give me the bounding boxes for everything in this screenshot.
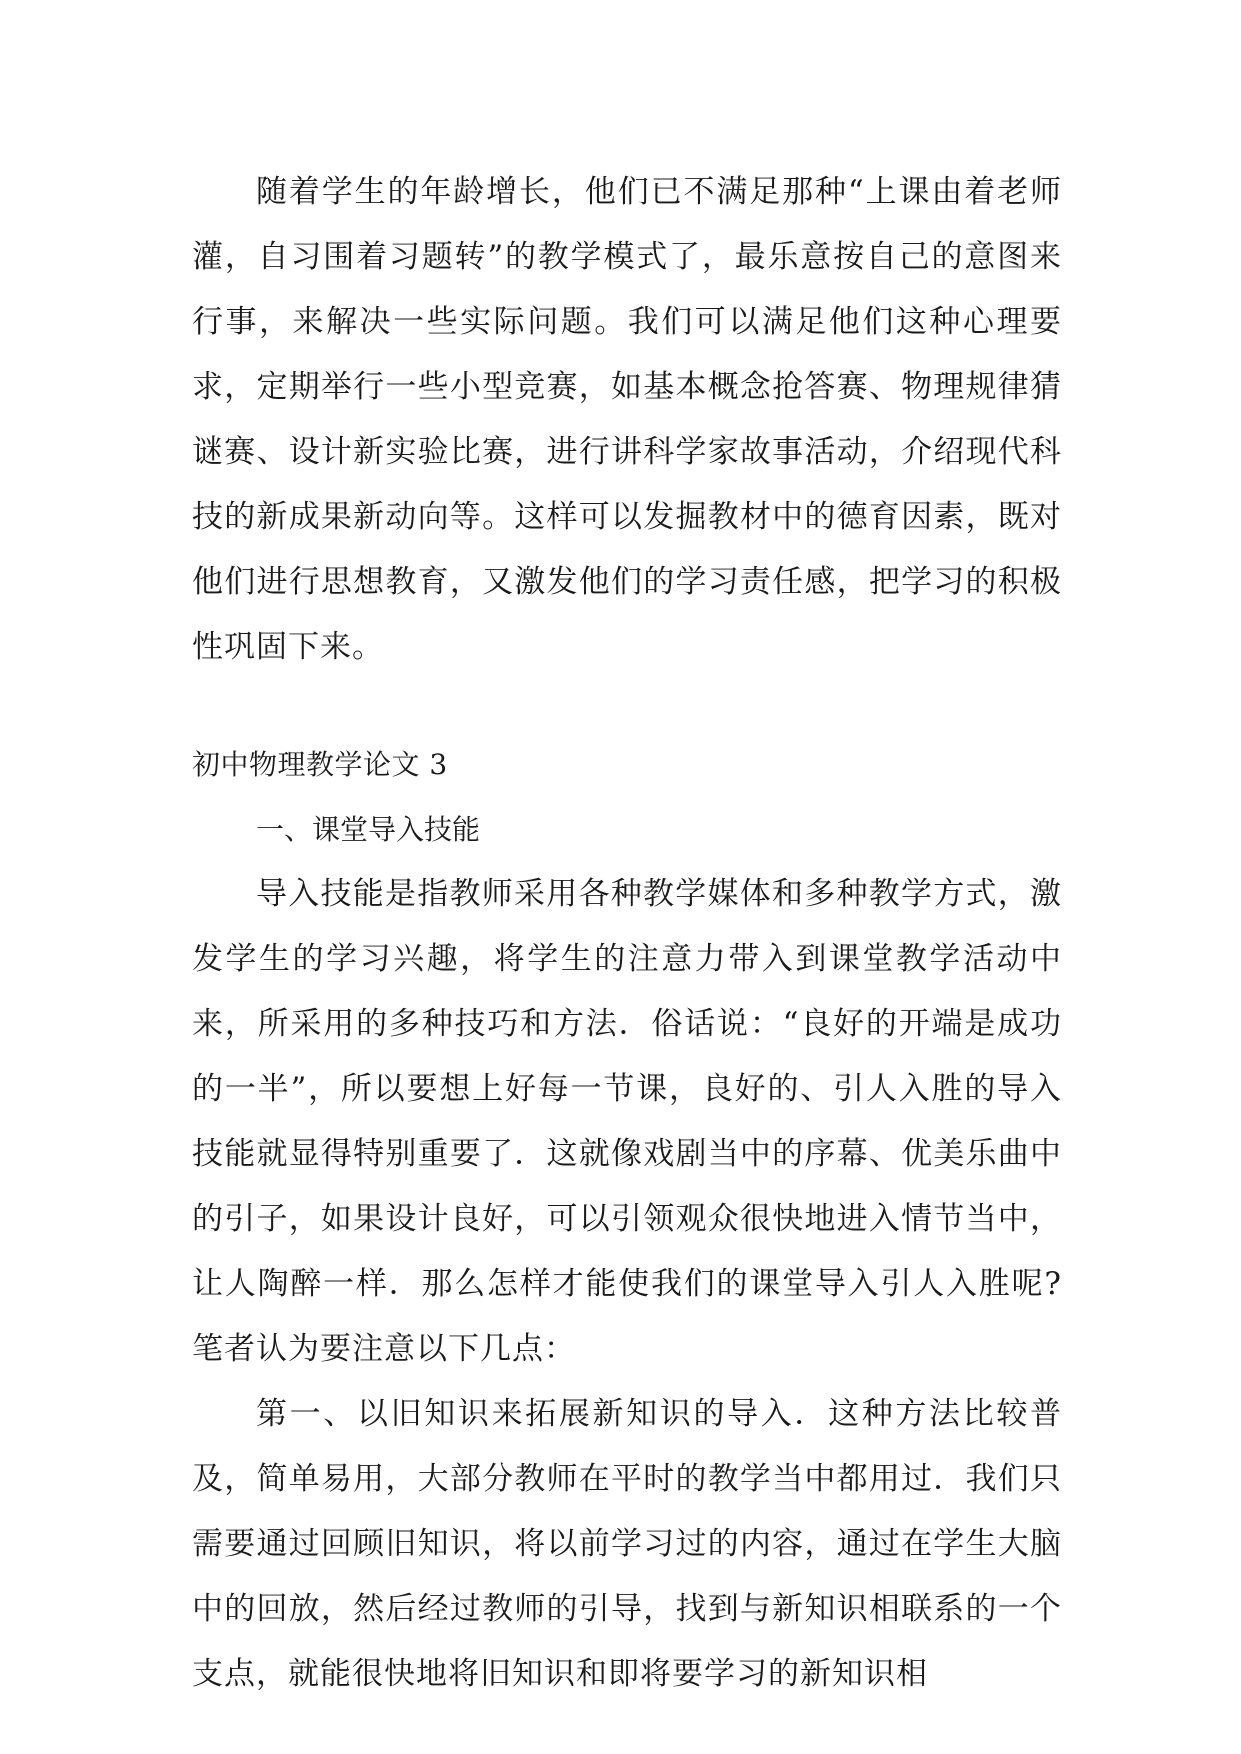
paragraph-motivation: 随着学生的年龄增长，他们已不满足那种“上课由着老师灌，自习围着习题转”的教学模式了，最乐意按自己的意图来行事，来解决一些实际问题。我们可以满足他们这种心理要求，定期举行一些小型竞赛，如基本概念抢答赛、物理规律猜谜赛、设计新实验比赛，进行讲科学家故事活动，介绍现代科技的新成果新动向等。这样可以发掘教材中的德育因素，既对他们进行思想教育，又激发他们的学习责任感，把学习的积极性巩固下来。	[192, 174, 1062, 665]
paragraph-introduction-skill: 导入技能是指教师采用各种教学媒体和多种教学方式，激发学生的学习兴趣，将学生的注意力带入到课堂教学活动中来，所采用的多种技巧和方法．俗话说：“良好的开端是成功的一半”，所以要想上好每一节课，良好的、引人入胜的导入技能就显得特别重要了．这就像戏剧当中的序幕、优美乐曲中的引子，如果设计良好，可以引领观众很快地进入情节当中，让人陶醉一样．那么怎样才能使我们的课堂导入引人入胜呢?笔者认为要注意以下几点：	[192, 876, 1062, 1367]
section-gap	[192, 680, 1062, 732]
subsection-title: 一、课堂导入技能	[256, 813, 481, 846]
section-title: 初中物理教学论文 3	[192, 748, 448, 781]
document-page	[192, 160, 1062, 1707]
paragraph-first-method: 第一、以旧知识来拓展新知识的导入．这种方法比较普及，简单易用，大部分教师在平时的教学当中都用过．我们只需要通过回顾旧知识，将以前学习过的内容，通过在学生大脑中的回放，然后经过教师的引导，找到与新知识相联系的一个支点，就能很快地将旧知识和即将要学习的新知识相	[192, 1396, 1062, 1692]
